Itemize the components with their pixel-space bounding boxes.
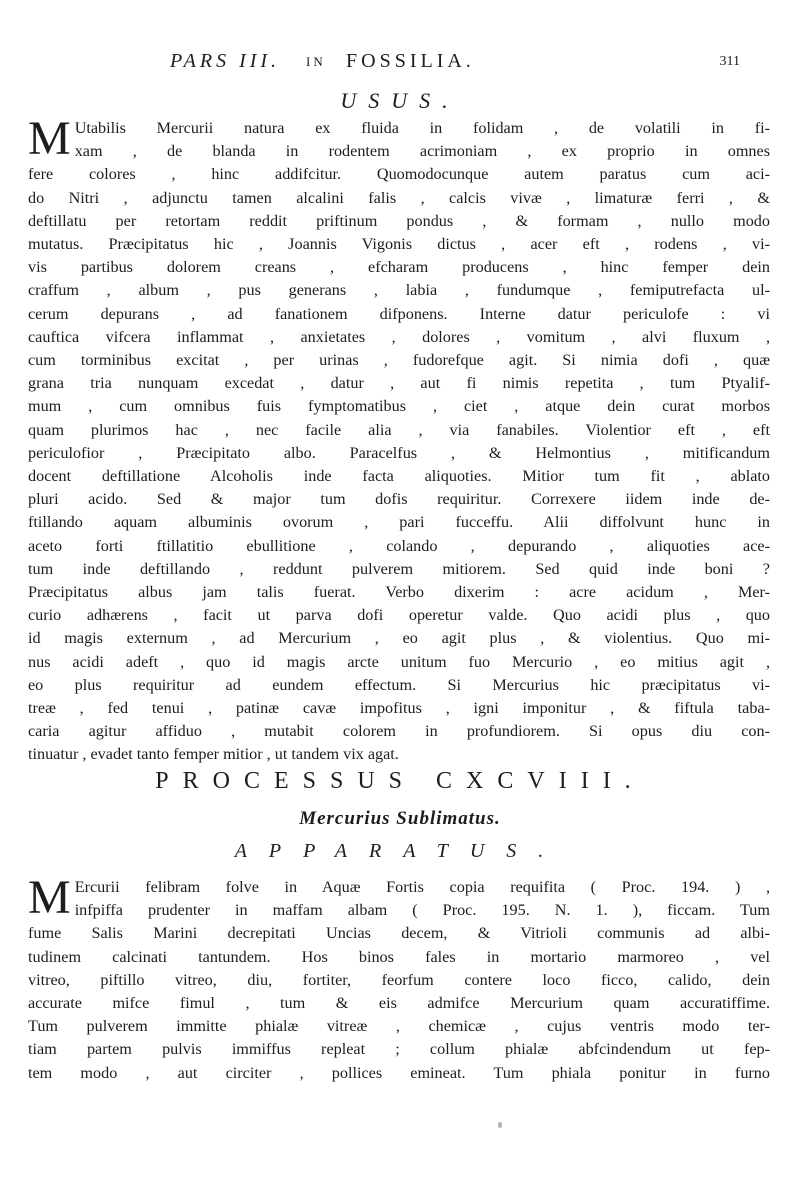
text-line: Utabilis Mercurii natura ex fluida in folidam , de volatili in fi- bbox=[74, 119, 770, 137]
text-line: mutatus. Præcipitatus hic , Joannis Vigonis dictus , acer eft , rodens , vi- bbox=[28, 235, 770, 254]
text-line: fere colores , hinc addifcitur. Quomodocunque autem paratus cum aci- bbox=[28, 165, 770, 184]
text-line: quam plurimos hac , nec facile alia , via fanabiles. Violentior eft , eft bbox=[28, 420, 770, 439]
text-line: tiam partem pulvis immiffus repleat ; collum phialæ abfcindendum ut fep- bbox=[28, 1040, 770, 1059]
running-head-part: PARS III. bbox=[170, 50, 281, 72]
usus-paragraph bbox=[28, 112, 770, 767]
text-line: Ercurii felibram folve in Aquæ Fortis copia requifita ( Proc. 194. ) , bbox=[74, 878, 770, 896]
text-line: grana tria nunquam excedat , datur , aut fi nimis repetita , tum Ptyalif- bbox=[28, 374, 770, 393]
text-line: craffum , album , pus generans , labia , fundumque , femiputrefacta ul- bbox=[28, 281, 770, 300]
text-line: periculofior , Præcipitato albo. Paracelfus , & Helmontius , mitificandum bbox=[28, 443, 770, 462]
text-line: deftillatu per retortam reddit priftinum pondus , & formam , nullo modo bbox=[28, 211, 770, 230]
processus-subtitle: Mercurius Sublimatus. bbox=[299, 808, 501, 829]
text-line: tum inde deftillando , reddunt pulverem mitiorem. Sed quid inde boni ? bbox=[28, 559, 770, 578]
text-line: curio adhærens , facit ut parva dofi operetur valde. Quo acidi plus , quo bbox=[28, 606, 770, 625]
text-line: eo plus requiritur ad eundem effectum. Si Mercurius hic præcipitatus vi- bbox=[28, 675, 770, 694]
text-line: do Nitri , adjunctu tamen alcalini falis , calcis vivæ , limaturæ ferri , & bbox=[28, 188, 770, 207]
text-line: vitreo, piftillo vitreo, diu, fortiter, feorfum contere loco ficco, calido, dein bbox=[28, 970, 770, 989]
text-line: infpiffa prudenter in maffam albam ( Proc. 195. N. 1. ), ficcam. Tum bbox=[74, 901, 770, 920]
paper-speck bbox=[498, 1122, 502, 1128]
text-line: tudinem calcinati tantundem. Hos binos fales in mortario marmoreo , vel bbox=[28, 947, 770, 966]
text-line: mum , cum omnibus fuis fymptomatibus , ciet , atque dein curat morbos bbox=[28, 397, 770, 416]
text-line: nus acidi adeft , quo id magis arcte unitum fuo Mercurio , eo mitius agit , bbox=[28, 652, 770, 671]
text-line: accurate mifce fimul , tum & eis admifce Mercurium quam accuratiffime. bbox=[28, 994, 770, 1013]
text-line: pluri acido. Sed & major tum dofis requiritur. Correxere iidem inde de- bbox=[28, 490, 770, 509]
usus-heading: USUS. bbox=[340, 88, 460, 113]
text-line: tinuatur , evadet tanto femper mitior , ut tandem vix agat. bbox=[28, 745, 399, 764]
text-line: cum torminibus excitat , per urinas , fudorefque agit. Si nimia dofi , quæ bbox=[28, 351, 770, 370]
text-line: docent deftillatione Alcoholis inde facta aliquoties. Mitior tum fit , ablato bbox=[28, 467, 770, 486]
text-line: cerum depurans , ad fanationem difponens. Interne datur periculofe : vi bbox=[28, 304, 770, 323]
text-line: caria agitur affiduo , mutabit colorem in profundiorem. Si opus diu con- bbox=[28, 722, 770, 741]
text-line: ftillando aquam albuminis ovorum , pari fucceffu. Alii diffolvunt hunc in bbox=[28, 513, 770, 532]
running-head bbox=[170, 50, 740, 80]
apparatus-paragraph bbox=[28, 871, 770, 1085]
running-head-fossilia: FOSSILIA. bbox=[346, 50, 475, 72]
text-line: treæ , fed tenui , patinæ cavæ impofitus , igni imponitur , & fiftula taba- bbox=[28, 699, 770, 718]
text-line: fume Salis Marini decrepitati Uncias decem, & Vitrioli communis ad albi- bbox=[28, 924, 770, 943]
processus-heading: PROCESSUS CXCVIII. bbox=[155, 768, 645, 794]
usus-dropcap: M bbox=[28, 112, 71, 165]
text-line: cauftica vifcera inflammat , anxietates , dolores , vomitum , alvi fluxum , bbox=[28, 327, 770, 346]
text-line: tem modo , aut circiter , pollices emineat. Tum phiala ponitur in furno bbox=[28, 1063, 770, 1082]
text-line: Præcipitatus albus jam talis fuerat. Verbo dixerim : acre acidum , Mer- bbox=[28, 583, 770, 602]
text-line: xam , de blanda in rodentem acrimoniam , ex proprio in omnes bbox=[74, 142, 770, 161]
running-head-in: IN bbox=[306, 54, 326, 69]
apparatus-dropcap: M bbox=[28, 871, 71, 924]
page-number: 311 bbox=[719, 54, 740, 69]
text-line: id magis externum , ad Mercurium , eo agit plus , & violentius. Quo mi- bbox=[28, 629, 770, 648]
text-line: Tum pulverem immitte phialæ vitreæ , chemicæ , cujus ventris modo ter- bbox=[28, 1017, 770, 1036]
text-line: vis partibus dolorem creans , efcharam producens , hinc femper dein bbox=[28, 258, 770, 277]
text-line: aceto forti ftillatitio ebullitione , colando , depurando , aliquoties ace- bbox=[28, 536, 770, 555]
apparatus-heading: APPARATUS. bbox=[234, 840, 566, 862]
